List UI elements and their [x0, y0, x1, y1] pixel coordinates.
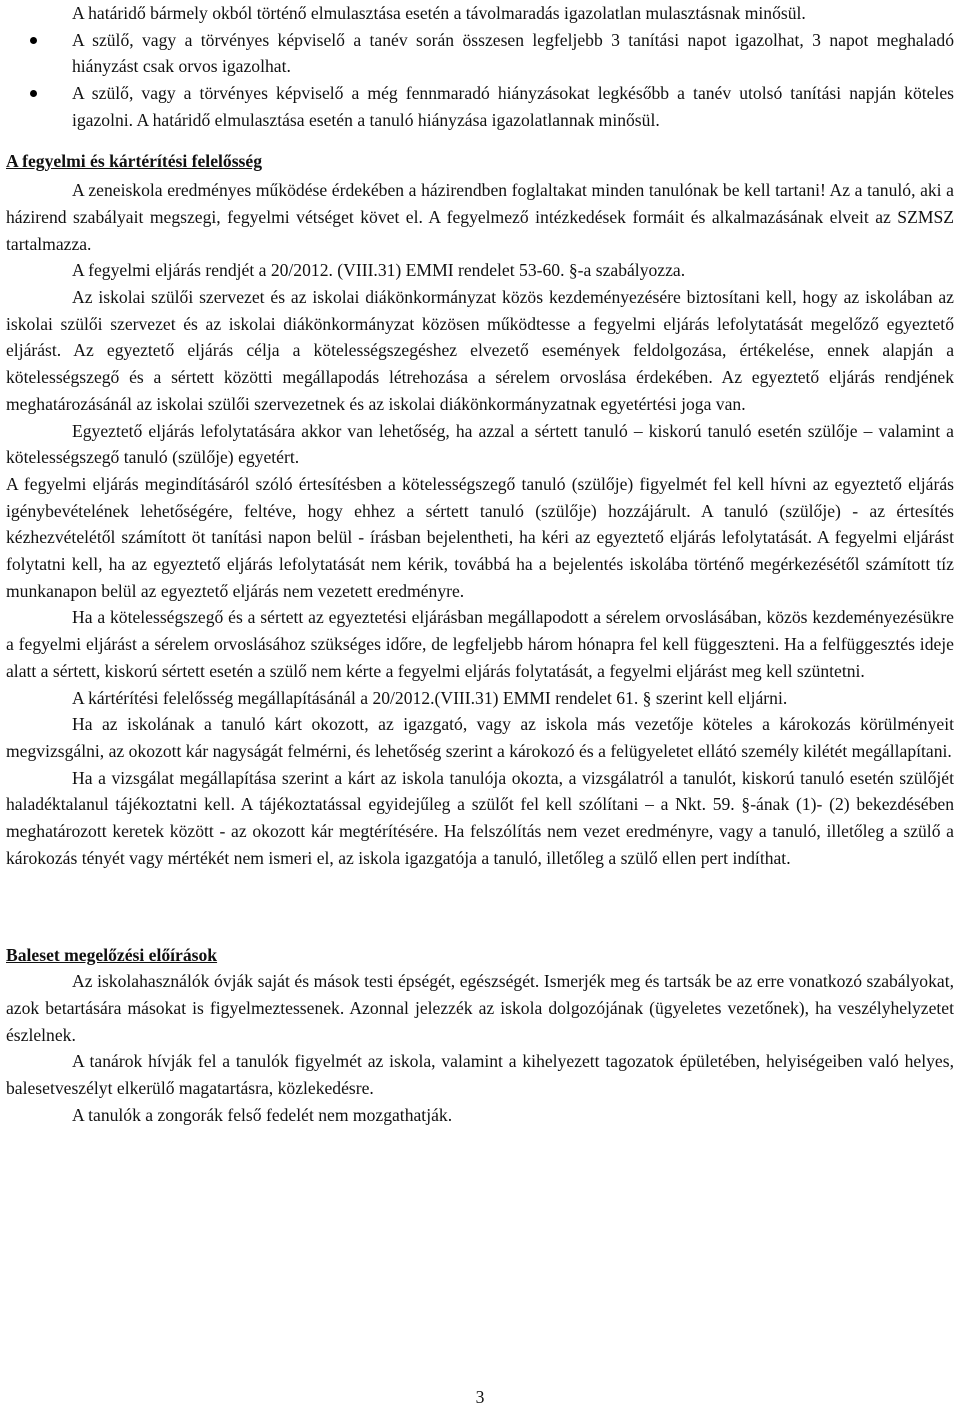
paragraph: A kártérítési felelősség megállapításánál a 20/2012.(VIII.31) EMMI rendelet 61. § szerint kell eljárni. — [72, 687, 788, 708]
bullet-list — [6, 27, 954, 134]
paragraph: Ha a kötelességszegő és a sértett az egyeztetési eljárásban megállapodott a sérelem orvoslásában, közös kezdeményezésükre a fegyelmi eljárást a sérelem orvoslásához szükséges időre, de legfeljebb három hónapra fel kell függeszteni. Ha a felfüggesztés ideje alatt a sértett, kiskorú sértett esetén a szülő nem kérte a fegyelmi eljárás folytatását, a fegyelmi eljárást meg kell szüntetni. — [6, 607, 954, 681]
paragraph: A tanárok hívják fel a tanulók figyelmét az iskola, valamint a kihelyezett tagozatok épületében, helyiségeiben való helyes, balesetveszélyt elkerülő magatartásra, közlekedésre. — [6, 1051, 954, 1099]
bullet-item — [6, 80, 954, 133]
continuation-paragraph: A határidő bármely okból történő elmulasztása esetén a távolmaradás igazolatlan mulasztásnak minősül. — [72, 3, 806, 23]
bullet-item — [6, 27, 954, 80]
paragraph: Egyeztető eljárás lefolytatására akkor van lehetőség, ha azzal a sértett tanuló – kiskorú tanuló esetén szülője – valamint a kötelességszegő tanuló (szülője) egyetért. — [6, 420, 954, 468]
paragraph: Az iskolahasználók óvják saját és mások testi épségét, egészségét. Ismerjék meg és tartsák be az erre vonatkozó szabályokat, azok betartására másokat is figyelmeztessenek. Azonnal jelezzék az iskola dolgozójának (ügyeletes vezetőnek), ha veszélyhelyzetet észlelnek. — [6, 971, 954, 1045]
bullet-icon — [30, 37, 37, 44]
section-heading-accident-prevention: Baleset megelőzési előírások — [6, 944, 218, 965]
paragraph: A fegyelmi eljárás rendjét a 20/2012. (VIII.31) EMMI rendelet 53-60. §-a szabályozza. — [72, 260, 686, 281]
paragraph: A fegyelmi eljárás megindításáról szóló értesítésben a kötelességszegő tanuló (szülője) figyelmét fel kell hívni az egyeztető eljárás igénybevételének lehetőségére, feltéve, hogy ehhez a sértett tanuló (szülője) hozzájárult. A tanuló (szülője) - az értesítés kézhezvételétől számított öt tanítási napon belül - írásban bejelentheti, ha kéri az egyeztető eljárás lefolytatását. A fegyelmi eljárást folytatni kell, ha az egyeztető eljárás lefolytatását nem kérik, továbbá ha a bejelentés iskolába történő megérkezésétől számított tíz munkanapon belül az egyeztető eljárás nem vezetett eredményre. — [6, 473, 954, 601]
paragraph: Ha a vizsgálat megállapítása szerint a kárt az iskola tanulója okozta, a vizsgálatról a tanulót, kiskorú tanuló esetén szülőjét haladéktalanul tájékoztatni kell. A tájékoztatással egyidejűleg a szülőt fel kell szólítani – a Nkt. 59. §-ának (1)- (2) bekezdésében meghatározott keretek között - az okozott kár megtérítésére. Ha felszólítás nem vezet eredményre, vagy a tanuló, illetőleg a szülő a károkozás tényét vagy mértékét nem ismeri el, az iskola igazgatója a tanuló, illetőleg a szülő ellen pert indíthat. — [6, 767, 954, 868]
bullet-text: A szülő, vagy a törvényes képviselő a tanév során összesen legfeljebb 3 tanítási napot igazolhat, 3 napot meghaladó hiányzást csak orvos igazolhat. — [72, 29, 954, 77]
paragraph: Ha az iskolának a tanuló kárt okozott, az igazgató, vagy az iskola más vezetője köteles a károkozás körülményeit megvizsgálni, az okozott kár nagyságát felmérni, és lehetőség szerint a károkozó és a felügyeletet ellátó személy kilétét megállapítani. — [6, 714, 954, 761]
section-heading-discipline: A fegyelmi és kártérítési felelősség — [6, 150, 262, 171]
paragraph: A zeneiskola eredményes működése érdekében a házirendben foglaltakat minden tanulónak be kell tartani! Az a tanuló, aki a házirend szabályait megszegi, fegyelmi vétséget követ el. A fegyelmező intézkedések formáit és alkalmazásának elveit az SZMSZ tartalmazza. — [6, 180, 954, 254]
paragraph: A tanulók a zongorák felső fedelét nem mozgathatják. — [72, 1104, 453, 1125]
bullet-icon — [30, 90, 37, 97]
page-number: 3 — [475, 1387, 485, 1407]
bullet-text: A szülő, vagy a törvényes képviselő a még fennmaradó hiányzásokat legkésőbb a tanév utolsó tanítási napján köteles igazolni. A határidő elmulasztása esetén a tanuló hiányzása igazolatlannak minősül. — [72, 83, 954, 130]
paragraph: Az iskolai szülői szervezet és az iskolai diákönkormányzat közös kezdeményezésére biztosítani kell, hogy az iskolában az iskolai szülői szervezet és az iskolai diákönkormányzat közösen működtesse a fegyelmi eljárás lefolytatását megelőző egyeztető eljárást. Az egyeztető eljárás célja a kötelességszegéshez elvezető események feldolgozása, értékelése, ennek alapján a kötelességszegő és a sértett közötti megállapodás létrehozása a sérelem orvoslása érdekében. Az egyeztető eljárás rendjének meghatározásánál az iskolai szülői szervezetnek és az iskolai diákönkormányzatnak egyetértési joga van. — [6, 287, 954, 414]
